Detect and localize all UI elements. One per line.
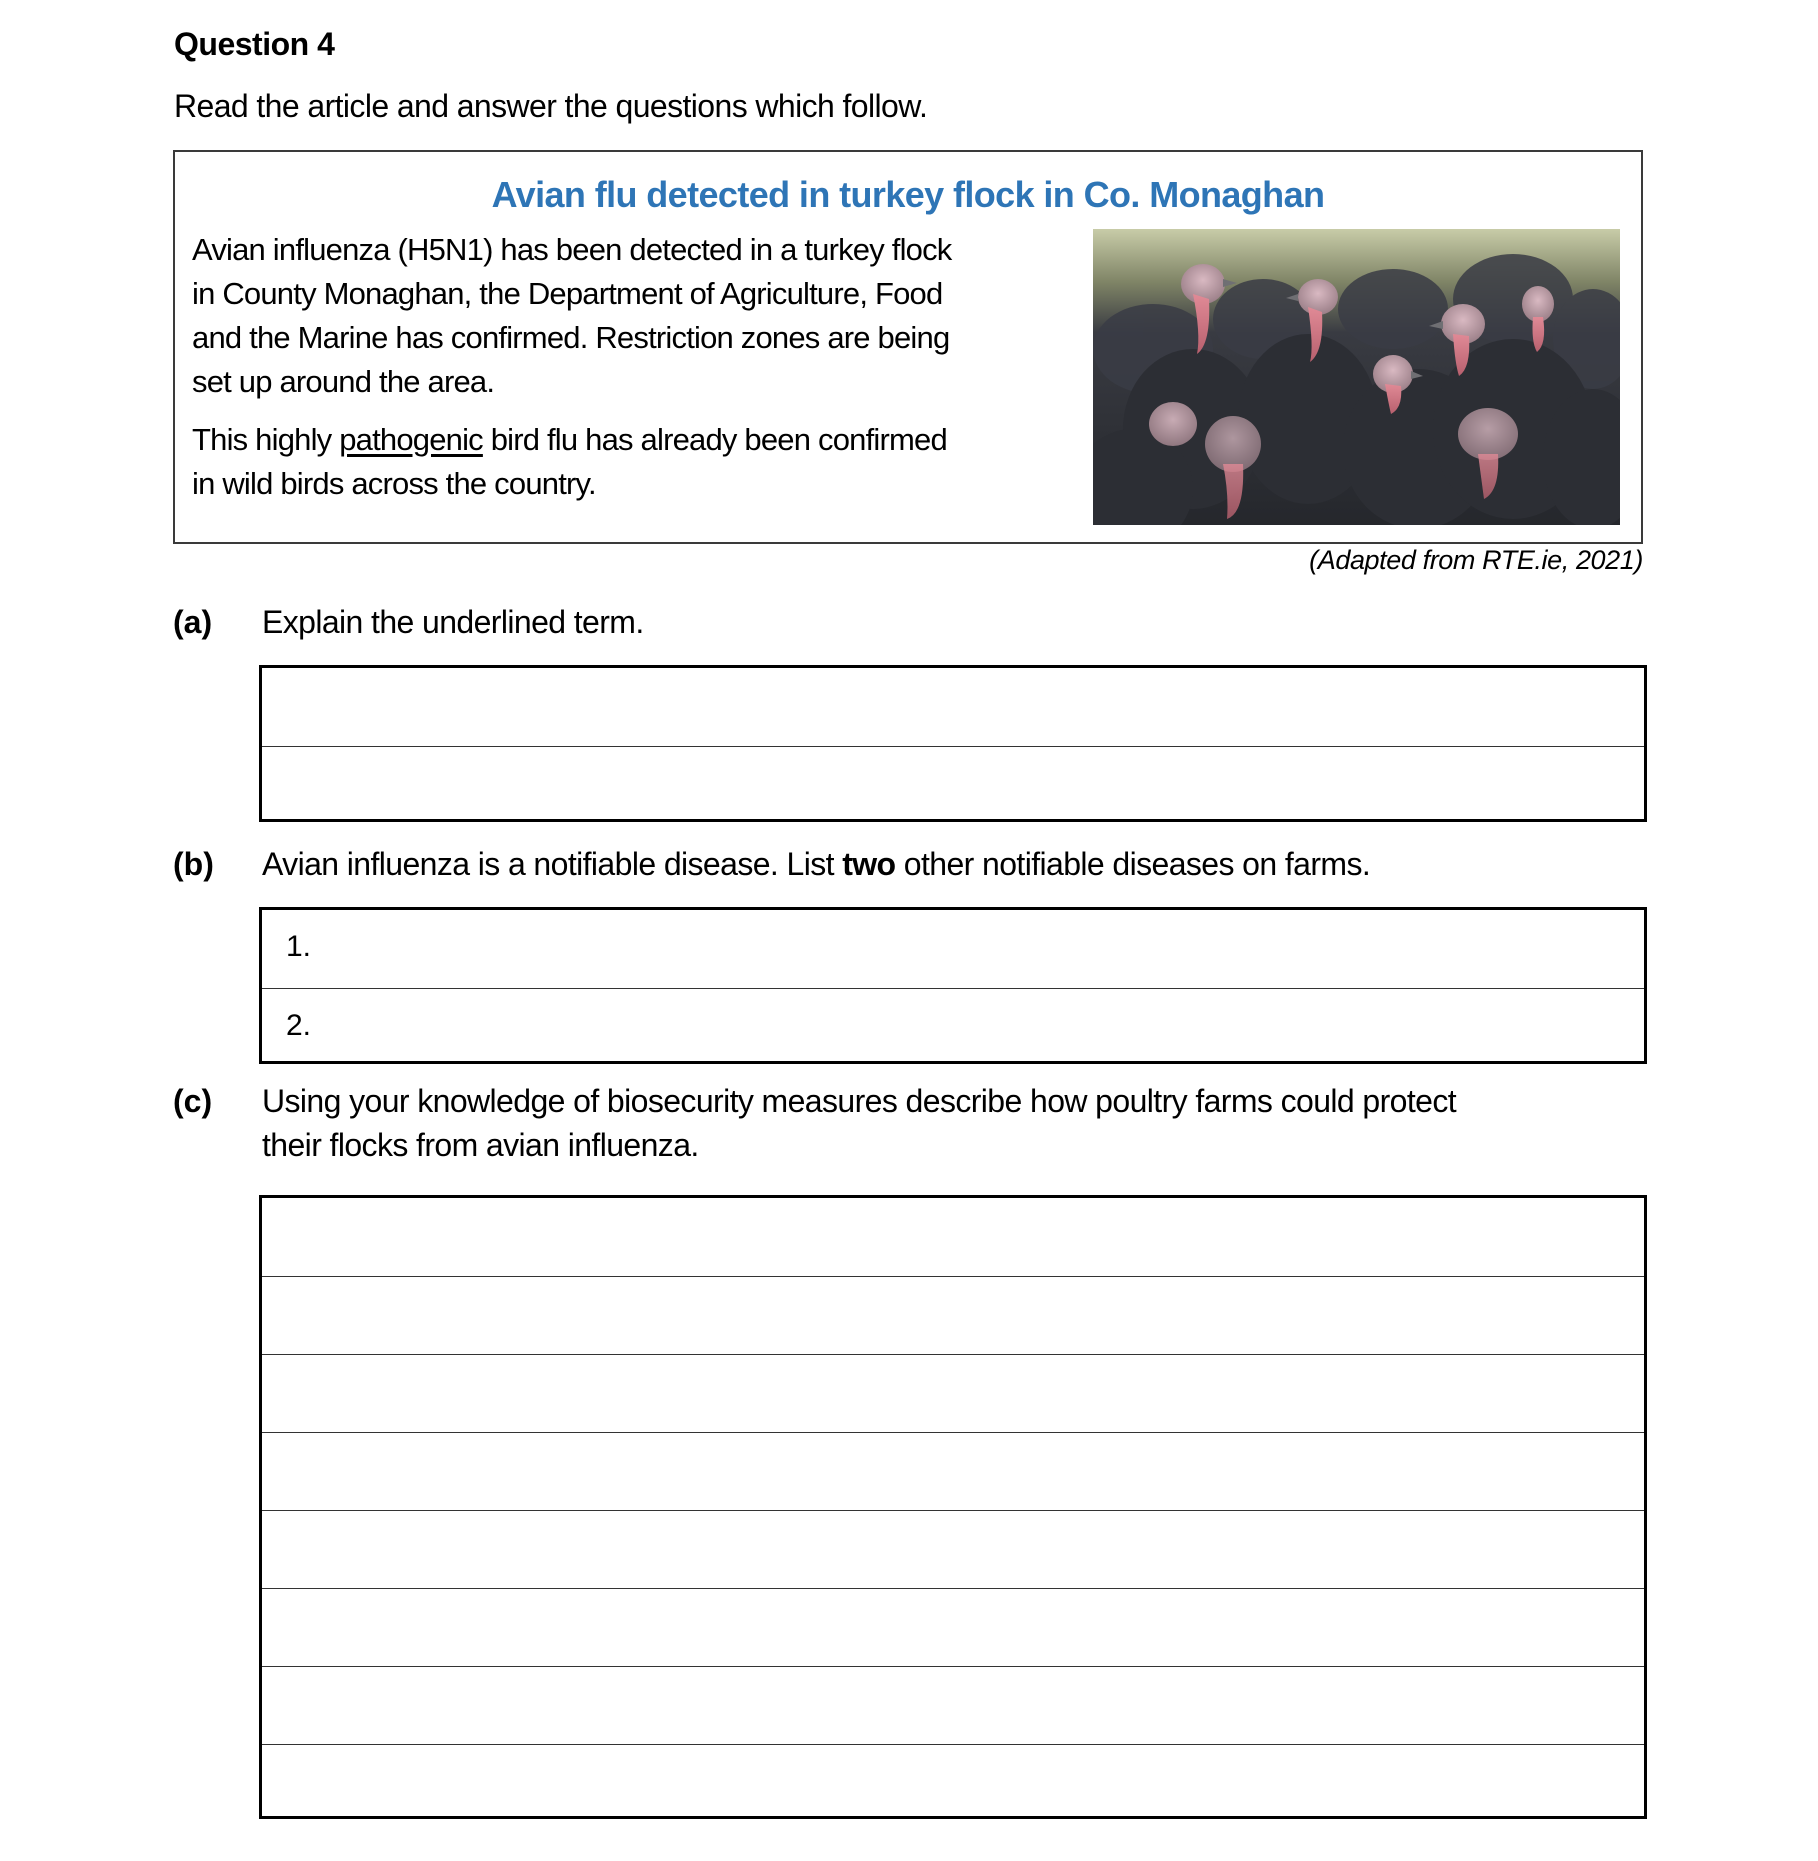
instruction-text: Read the article and answer the questions which follow. (174, 88, 928, 124)
article-paragraph-1 (192, 228, 1072, 404)
row-number: 2. (286, 1009, 312, 1042)
answer-box-c[interactable] (259, 1195, 1647, 1819)
turkey-flock-illustration (1093, 229, 1620, 525)
text-fragment: This highly (192, 422, 340, 457)
answer-line[interactable] (262, 1354, 1644, 1432)
article-source-caption: (Adapted from RTE.ie, 2021) (1309, 545, 1643, 575)
text-fragment: Avian influenza is a notifiable disease. List (262, 846, 843, 882)
article-line: and the Marine has confirmed. Restriction zones are being (192, 320, 950, 355)
answer-line[interactable] (262, 1198, 1644, 1276)
article-title: Avian flu detected in turkey flock in Co. Monaghan (491, 174, 1325, 215)
row-number: 1. (286, 930, 312, 963)
article-line: in wild birds across the country. (192, 466, 596, 501)
answer-line[interactable] (262, 668, 1644, 746)
answer-box-b[interactable] (259, 907, 1647, 1064)
answer-box-a[interactable] (259, 665, 1647, 822)
article-line: set up around the area. (192, 364, 495, 399)
question-a-text: Explain the underlined term. (262, 604, 644, 640)
turkey-flock-photo (1093, 229, 1620, 525)
answer-line[interactable] (262, 1666, 1644, 1744)
answer-line[interactable] (262, 1588, 1644, 1666)
answer-line[interactable] (262, 746, 1644, 824)
article-line: Avian influenza (H5N1) has been detected in a turkey flock (192, 232, 952, 267)
article-body (192, 228, 1072, 520)
article-box (173, 150, 1643, 544)
article-line (192, 418, 1072, 462)
answer-line[interactable] (262, 1276, 1644, 1354)
article-paragraph-2 (192, 418, 1072, 506)
article-line: in County Monaghan, the Department of Agriculture, Food (192, 276, 943, 311)
question-c-text-line-2: their flocks from avian influenza. (262, 1127, 699, 1163)
text-fragment: bird flu has already been confirmed (482, 422, 947, 457)
question-c-text-line-1: Using your knowledge of biosecurity measures describe how poultry farms could protect (262, 1083, 1457, 1119)
emphasis-word: two (842, 846, 896, 882)
text-fragment: other notifiable diseases on farms. (895, 846, 1371, 882)
question-b-label: (b) (173, 846, 214, 882)
answer-line[interactable] (262, 1432, 1644, 1510)
answer-line-1[interactable] (262, 910, 1644, 988)
question-b-text (262, 842, 1370, 886)
question-a-label: (a) (173, 604, 213, 640)
underlined-term: pathogenic (339, 422, 483, 457)
question-c-label: (c) (173, 1083, 213, 1119)
answer-line[interactable] (262, 1510, 1644, 1588)
answer-line[interactable] (262, 1744, 1644, 1822)
question-title: Question 4 (174, 26, 335, 62)
answer-line-2[interactable] (262, 988, 1644, 1066)
